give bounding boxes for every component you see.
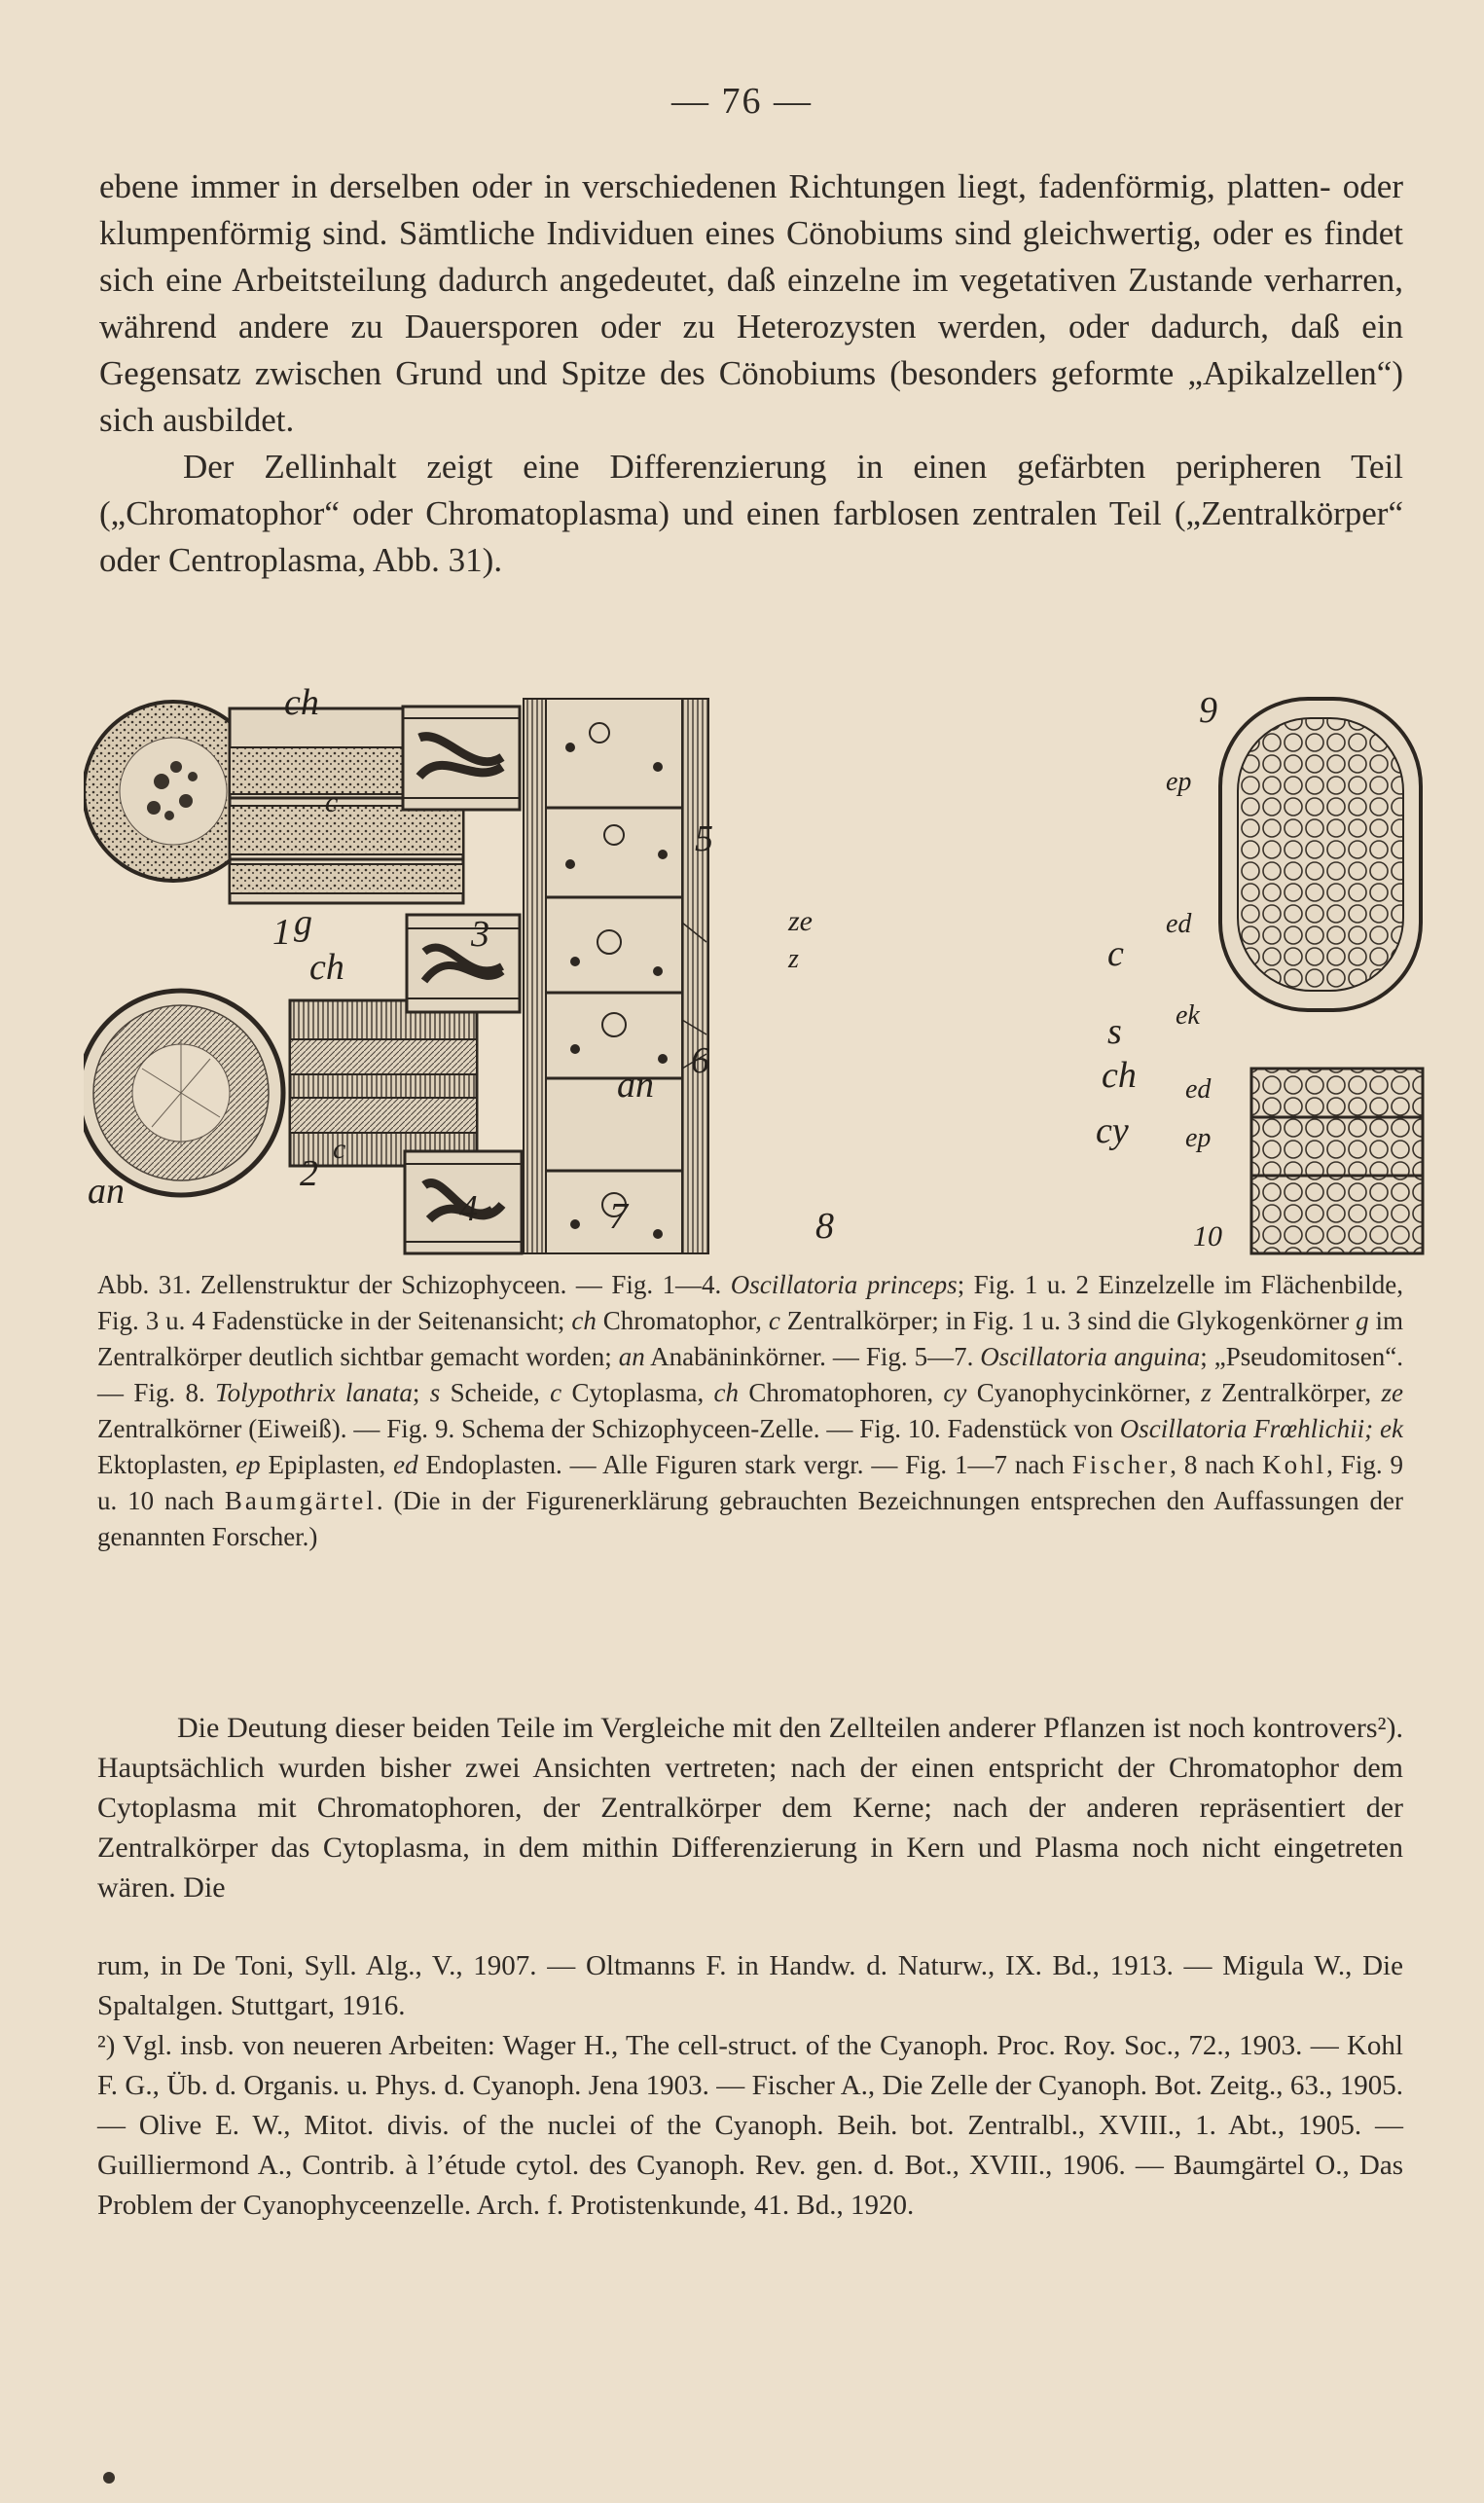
footnote-continued: rum, in De Toni, Syll. Alg., V., 1907. — Oltmanns F. in Handw. d. Naturw., IX. Bd., 1913. — Migula W., Die Spaltalgen. Stuttgart, 1916.	[97, 1950, 1403, 2021]
caption-part: Zentralkörper; in Fig. 1 u. 3 sind die Glykogenkörner	[779, 1306, 1357, 1335]
caption-italic: an	[618, 1342, 645, 1371]
fig-9-cell	[1220, 699, 1421, 1010]
caption-part: Cytoplasma,	[561, 1378, 714, 1407]
label-ch-mid: ch	[309, 947, 344, 988]
caption-part: Ektoplasten,	[97, 1450, 236, 1479]
caption-author: Fischer	[1071, 1450, 1171, 1479]
caption-part: , Fig. 9 u. 10 nach	[97, 1450, 1403, 1515]
main-text	[99, 163, 1403, 584]
label-fig-9: 9	[1199, 690, 1217, 731]
caption-part: Epiplasten,	[260, 1450, 394, 1479]
ink-speck	[103, 2472, 115, 2484]
paragraph-1: ebene immer in derselben oder in verschiedenen Richtungen liegt, fadenförmig, platten- oder klumpenförmig sind. Sämtliche Individuen eines Cönobiums sind gleichwertig, oder es findet sich eine Arbeitsteilung dadurch angedeutet, daß einzelne im vegetativen Zustande verharren, während andere zu Dauersporen oder zu Heterozysten werden, oder dadurch, daß ein Gegensatz zwischen Grund und Spitze des Cönobiums (besonders geformte „Apikalzellen“) sich ausbildet.	[99, 167, 1403, 439]
label-ep-2: ep	[1185, 1123, 1212, 1153]
label-fig-4: 4	[459, 1188, 478, 1229]
paragraph-3: Die Deutung dieser beiden Teile im Vergleiche mit den Zellteilen anderer Pflanzen ist noch kontrovers²). Hauptsächlich wurden bisher zwei Ansichten vertreten; nach der einen entspricht der Chromatophor dem Cytoplasma mit Chromatophoren, der Zentralkörper dem Kerne; nach der anderen repräsentiert der Zentralkörper das Cytoplasma, in dem mithin Differenzierung in Kern und Plasma noch nicht eingetreten wären. Die	[97, 1712, 1403, 1904]
figure-abb-31	[84, 682, 1427, 1258]
fig-2-cell	[84, 991, 283, 1195]
caption-part: ; „Pseudomitosen“. — Fig. 8.	[97, 1342, 1403, 1407]
label-ed-1: ed	[1166, 909, 1192, 939]
label-ch-top: ch	[284, 682, 319, 723]
label-cy-right: cy	[1096, 1110, 1129, 1151]
label-c-2: c	[333, 1133, 346, 1165]
footnote-2: ²) Vgl. insb. von neueren Arbeiten: Wager H., The cell-struct. of the Cyanoph. Proc. Roy. Soc., 72., 1903. — Kohl F. G., Üb. d. Organis. u. Phys. d. Cyanoph. Jena 1903. — Fischer A., Die Zelle der Cyanoph. Bot. Zeitg., 63., 1905. — Olive E. W., Mitot. divis. of the nuclei of the Cyanoph. Beih. bot. Zentralbl., XVIII., 1. Abt., 1905. — Guilliermond A., Contrib. à l’étude cytol. des Cyanoph. Rev. gen. d. Bot., XVIII., 1906. — Baumgärtel O., Das Problem der Cyanophyceenzelle. Arch. f. Protistenkunde, 41. Bd., 1920.	[97, 2030, 1403, 2221]
caption-italic: Tolypothrix lanata	[215, 1378, 413, 1407]
footnotes	[97, 1946, 1403, 2226]
caption-part: ;	[412, 1378, 430, 1407]
caption-part: Cyanophycinkörner,	[966, 1378, 1202, 1407]
caption-part: . (Die in der Figurenerklärung gebrauchten Bezeichnungen entsprechen den Auffassungen der genannten Forscher.)	[97, 1486, 1403, 1551]
caption-part: Abb. 31. Zellenstruktur der Schizophyceen. — Fig. 1—4.	[97, 1270, 731, 1299]
caption-italic: z	[1201, 1378, 1212, 1407]
label-s-right: s	[1107, 1011, 1122, 1052]
label-fig-8: 8	[815, 1206, 834, 1247]
caption-italic: Oscillatoria anguina	[980, 1342, 1201, 1371]
label-fig-1: 1	[272, 912, 291, 953]
caption-author: Baumgärtel	[224, 1486, 377, 1515]
caption-italic: c	[768, 1306, 780, 1335]
label-fig-6: 6	[691, 1040, 709, 1081]
label-c-right: c	[1107, 933, 1124, 974]
caption-italic: ch	[571, 1306, 597, 1335]
label-ep-1: ep	[1166, 767, 1192, 797]
caption-italic: cy	[943, 1378, 967, 1407]
fig-4-filament	[290, 1000, 477, 1166]
fig-10-filament	[1251, 1069, 1423, 1253]
caption-part: Scheide,	[440, 1378, 551, 1407]
label-fig-7: 7	[609, 1196, 628, 1237]
label-fig-2: 2	[300, 1153, 318, 1194]
figure-drawings	[84, 689, 1427, 1258]
figure-caption	[97, 1267, 1403, 1555]
label-fig-3: 3	[471, 914, 489, 955]
paragraph-2: Der Zellinhalt zeigt eine Differenzierung in einen gefärbten peripheren Teil („Chromatophor“ oder Chromatoplasma) und einen farblosen zentralen Teil („Zentralkörper“ oder Centroplasma, Abb. 31).	[99, 448, 1403, 579]
fig-6-filament	[407, 915, 520, 1012]
label-ed-2: ed	[1185, 1074, 1212, 1105]
caption-part: Endoplasten. — Alle Figuren stark vergr. — Fig. 1—7 nach	[417, 1450, 1072, 1479]
caption-part: Chromatophor,	[596, 1306, 769, 1335]
caption-part: Zentralkörner (Eiweiß). — Fig. 9. Schema der Schizophyceen-Zelle. — Fig. 10. Fadenstück von	[97, 1414, 1120, 1443]
caption-author: Kohl	[1262, 1450, 1327, 1479]
label-an-mid: an	[617, 1065, 654, 1106]
fig-8-filament	[524, 699, 708, 1253]
caption-italic: Oscillatoria Frœhlichii; ek	[1119, 1414, 1404, 1443]
caption-italic: s	[429, 1378, 441, 1407]
label-ze: ze	[788, 905, 813, 937]
caption-italic: ze	[1381, 1378, 1403, 1407]
caption-part: ; Fig. 1 u. 2 Einzelzelle im Flächenbilde, Fig. 3 u. 4 Fadenstücke in der Seitenansicht;	[97, 1270, 1404, 1335]
label-ch-right: ch	[1102, 1055, 1137, 1096]
caption-italic: ed	[393, 1450, 418, 1479]
caption-part: Anabäninkörner. — Fig. 5—7.	[644, 1342, 981, 1371]
label-an-low: an	[88, 1171, 125, 1212]
caption-part: , 8 nach	[1170, 1450, 1263, 1479]
caption-part: Chromatophoren,	[739, 1378, 944, 1407]
label-fig-10: 10	[1193, 1220, 1222, 1252]
caption-italic: ch	[713, 1378, 740, 1407]
label-g: g	[294, 902, 312, 943]
label-ek: ek	[1176, 1000, 1200, 1031]
caption-italic: ep	[235, 1450, 261, 1479]
fig-5-filament	[403, 707, 520, 810]
caption-part: Zentralkörper,	[1211, 1378, 1382, 1407]
page-number: — 76 —	[671, 81, 813, 122]
label-z: z	[788, 944, 799, 974]
caption-italic: c	[550, 1378, 562, 1407]
label-c-1: c	[325, 786, 339, 818]
caption-italic: Oscillatoria princeps	[730, 1270, 958, 1299]
caption-part: im Zentralkörper deutlich sichtbar gemacht worden;	[97, 1306, 1403, 1371]
label-fig-5: 5	[695, 818, 713, 859]
second-text-block	[97, 1708, 1403, 1907]
caption-italic: g	[1356, 1306, 1369, 1335]
